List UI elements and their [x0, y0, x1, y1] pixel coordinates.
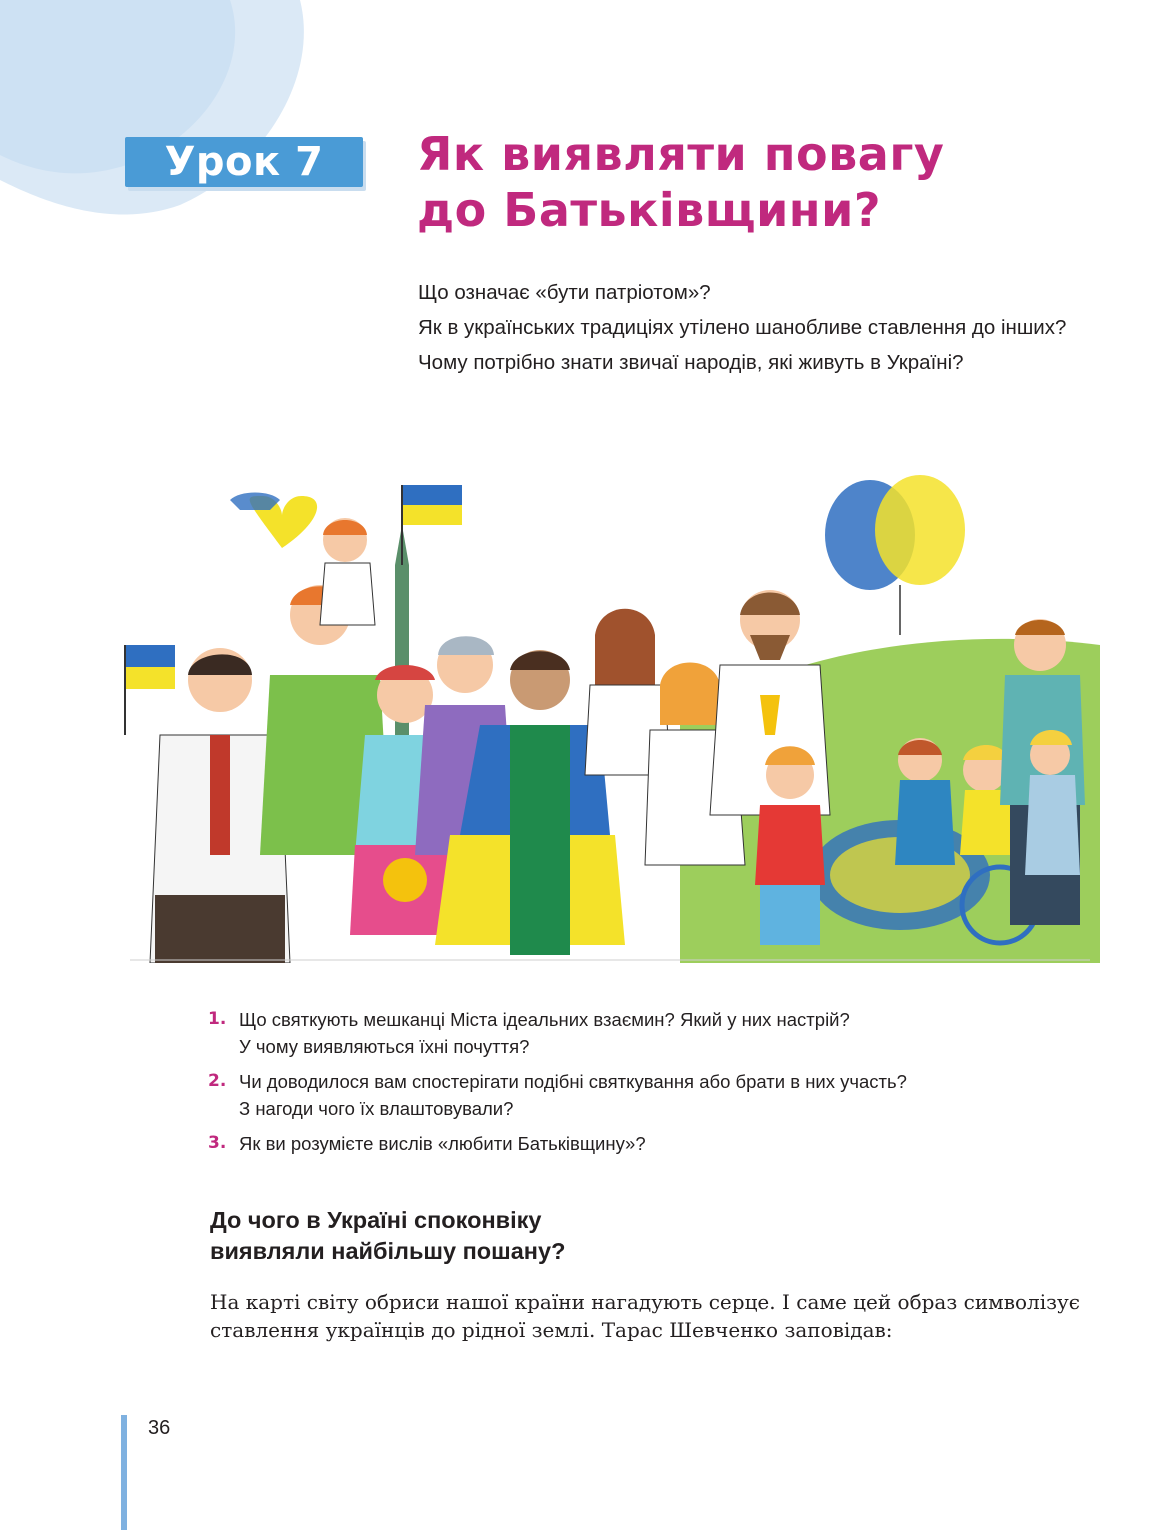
question-number: 3.	[208, 1133, 227, 1153]
question-number: 1.	[208, 1009, 227, 1029]
lesson-title-line1: Як виявляти повагу	[417, 127, 945, 181]
lesson-badge	[125, 137, 363, 187]
question-text: Що святкують мешканці Міста ідеальних взаємин? Який у них настрій?	[239, 1009, 850, 1030]
section-heading-line2: виявляли найбільшу пошану?	[210, 1238, 566, 1264]
discussion-questions	[208, 1006, 1088, 1165]
section-heading-line1: До чого в Україні споконвіку	[210, 1207, 542, 1233]
question-text: Як ви розумієте вислів «любити Батьківщину»?	[239, 1133, 646, 1154]
page-margin-bar	[121, 1415, 127, 1530]
corner-decoration	[0, 0, 310, 230]
question-item	[208, 1068, 1088, 1122]
flag-icon	[402, 485, 462, 565]
question-item	[208, 1130, 1088, 1157]
intro-question: Що означає «бути патріотом»?	[418, 281, 711, 304]
question-item	[208, 1006, 1088, 1060]
question-number: 2.	[208, 1071, 227, 1091]
celebration-illustration	[120, 475, 1100, 963]
body-paragraph: На карті світу обриси нашої країни нагадують серце. І саме цей образ символізує ставлення українців до рідної землі. Тарас Шевченко заповідав:	[210, 1290, 1080, 1342]
flag-icon	[125, 645, 175, 735]
heart-balloon-icon	[230, 493, 317, 549]
question-text: У чому виявляються їхні почуття?	[239, 1036, 530, 1057]
intro-question: Чому потрібно знати звичаї народів, які живуть в Україні?	[418, 351, 964, 374]
intro-question: Як в українських традиціях утілено шанобливе ставлення до інших?	[418, 316, 1067, 339]
page-number: 36	[148, 1417, 171, 1439]
balloons-icon	[825, 475, 965, 635]
lesson-number: Урок 7	[164, 139, 324, 185]
lesson-title	[417, 126, 1117, 238]
section-heading	[210, 1205, 810, 1267]
intro-questions	[418, 278, 1108, 383]
question-text: Чи доводилося вам спостерігати подібні святкування або брати в них участь?	[239, 1071, 907, 1092]
lesson-title-line2: до Батьківщини?	[417, 183, 881, 237]
question-text: З нагоди чого їх влаштовували?	[239, 1098, 514, 1119]
